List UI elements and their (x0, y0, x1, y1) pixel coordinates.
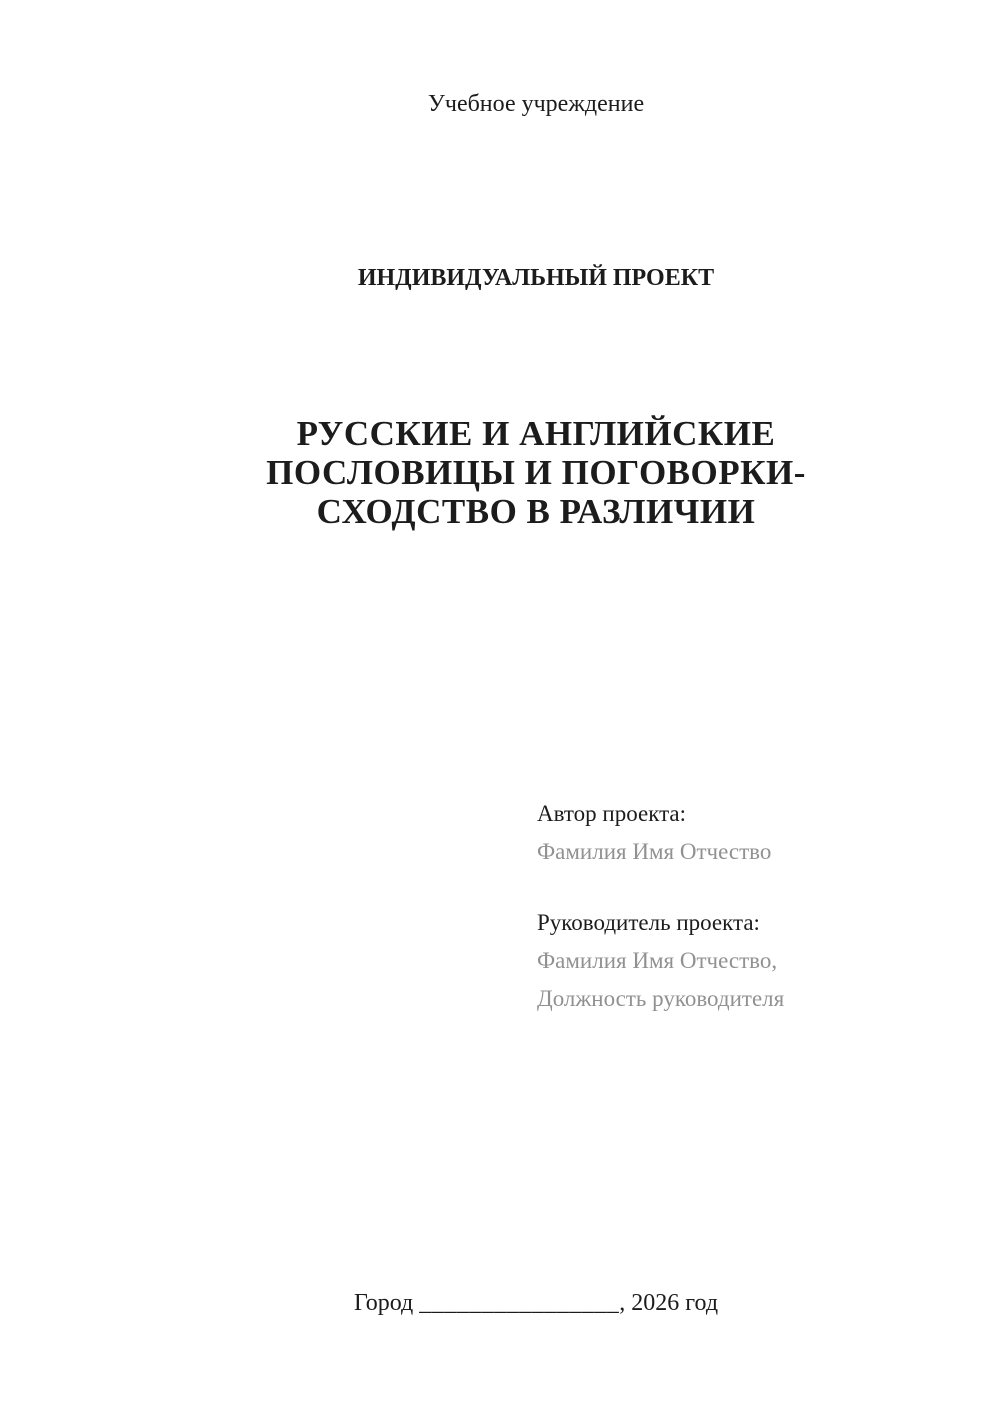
project-type-heading: ИНДИВИДУАЛЬНЫЙ ПРОЕКТ (357, 265, 715, 291)
author-name-placeholder: Фамилия Имя Отчество (537, 839, 772, 864)
year-suffix: , 2026 год (619, 1290, 719, 1316)
city-blank-line: ________________ (419, 1290, 620, 1316)
supervisor-block (537, 904, 784, 1018)
document-title-line-3: СХОДСТВО В РАЗЛИЧИИ (316, 492, 756, 531)
supervisor-position-placeholder: Должность руководителя (537, 986, 785, 1011)
document-title-line-1: РУССКИЕ И АНГЛИЙСКИЕ (296, 414, 776, 453)
author-label: Автор проекта: (537, 801, 686, 826)
author-block (537, 795, 784, 871)
document-title (143, 414, 929, 531)
city-year-line (143, 1288, 929, 1318)
supervisor-label: Руководитель проекта: (537, 910, 760, 935)
supervisor-name-placeholder: Фамилия Имя Отчество, (537, 948, 778, 973)
institution-name: Учебное учреждение (427, 91, 645, 117)
document-title-line-2: ПОСЛОВИЦЫ И ПОГОВОРКИ- (266, 453, 806, 492)
credits-block (537, 795, 784, 1018)
city-label: Город (353, 1290, 414, 1316)
